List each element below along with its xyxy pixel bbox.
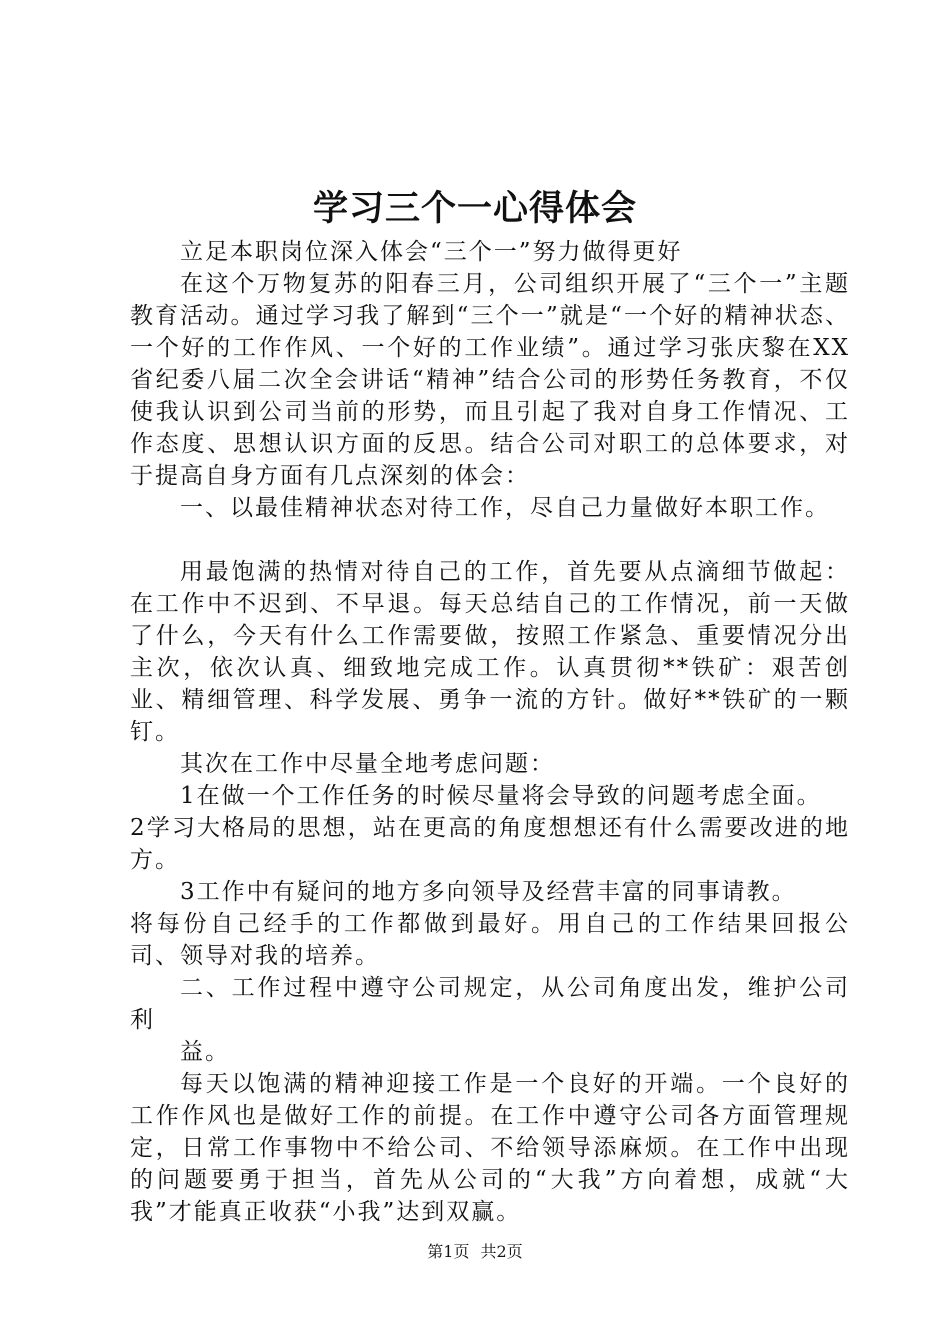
best-work-paragraph: 将每份自己经手的工作都做到最好。用自己的工作结果回报公司、领导对我的培养。	[130, 911, 850, 969]
section-one-paragraph: 用最饱满的热情对待自己的工作，首先要从点滴细节做起：在工作中不迟到、不早退。每天总结自己的工作情况，前一天做了什么，今天有什么工作需要做，按照工作紧急、重要情况分出主次，依次认真、细致地完成工作。认真贯彻**铁矿：艰苦创业、精细管理、科学发展、勇争一流的方针。做好**铁矿的一颗钉。	[130, 559, 850, 745]
subtitle-paragraph: 立足本职岗位深入体会“三个一”努力做得更好	[180, 239, 683, 265]
section-two-paragraph: 每天以饱满的精神迎接工作是一个良好的开端。一个良好的工作作风也是做好工作的前提。在工作中遵守公司各方面管理规定，日常工作事物中不给公司、不给领导添麻烦。在工作中出现的问题要勇于担当，首先从公司的“大我”方向着想，成就“大我”才能真正收获“小我”达到双赢。	[130, 1071, 850, 1225]
section-two-heading: 二、工作过程中遵守公司规定，从公司角度出发，维护公司利	[130, 975, 850, 1033]
list-item-3: 3工作中有疑问的地方多向领导及经营丰富的同事请教。	[180, 879, 797, 905]
consider-problems-paragraph: 其次在工作中尽量全地考虑问题：	[180, 751, 555, 777]
list-item-2: 2学习大格局的思想，站在更高的角度想想还有什么需要改进的地方。	[130, 815, 850, 873]
section-two-heading-continued: 益。	[180, 1039, 230, 1065]
section-one-heading: 一、以最佳精神状态对待工作，尽自己力量做好本职工作。	[180, 495, 830, 521]
page-total: 共2页	[480, 1242, 523, 1261]
list-item-1: 1在做一个工作任务的时候尽量将会导致的问题考虑全面。	[180, 783, 822, 809]
page-number: 第1页	[427, 1242, 470, 1261]
intro-paragraph: 在这个万物复苏的阳春三月，公司组织开展了“三个一”主题教育活动。通过学习我了解到“三个一”就是“一个好的精神状态、一个好的工作作风、一个好的工作业绩”。通过学习张庆黎在XX省纪委八届二次全会讲话“精神”结合公司的形势任务教育，不仅使我认识到公司当前的形势，而且引起了我对自身工作情况、工作态度、思想认识方面的反思。结合公司对职工的总体要求，对于提高自身方面有几点深刻的体会：	[130, 271, 850, 489]
page-footer	[0, 1240, 950, 1264]
blank-line	[130, 524, 850, 556]
document-title: 学习三个一心得体会	[312, 188, 637, 229]
document-body	[130, 236, 850, 1228]
